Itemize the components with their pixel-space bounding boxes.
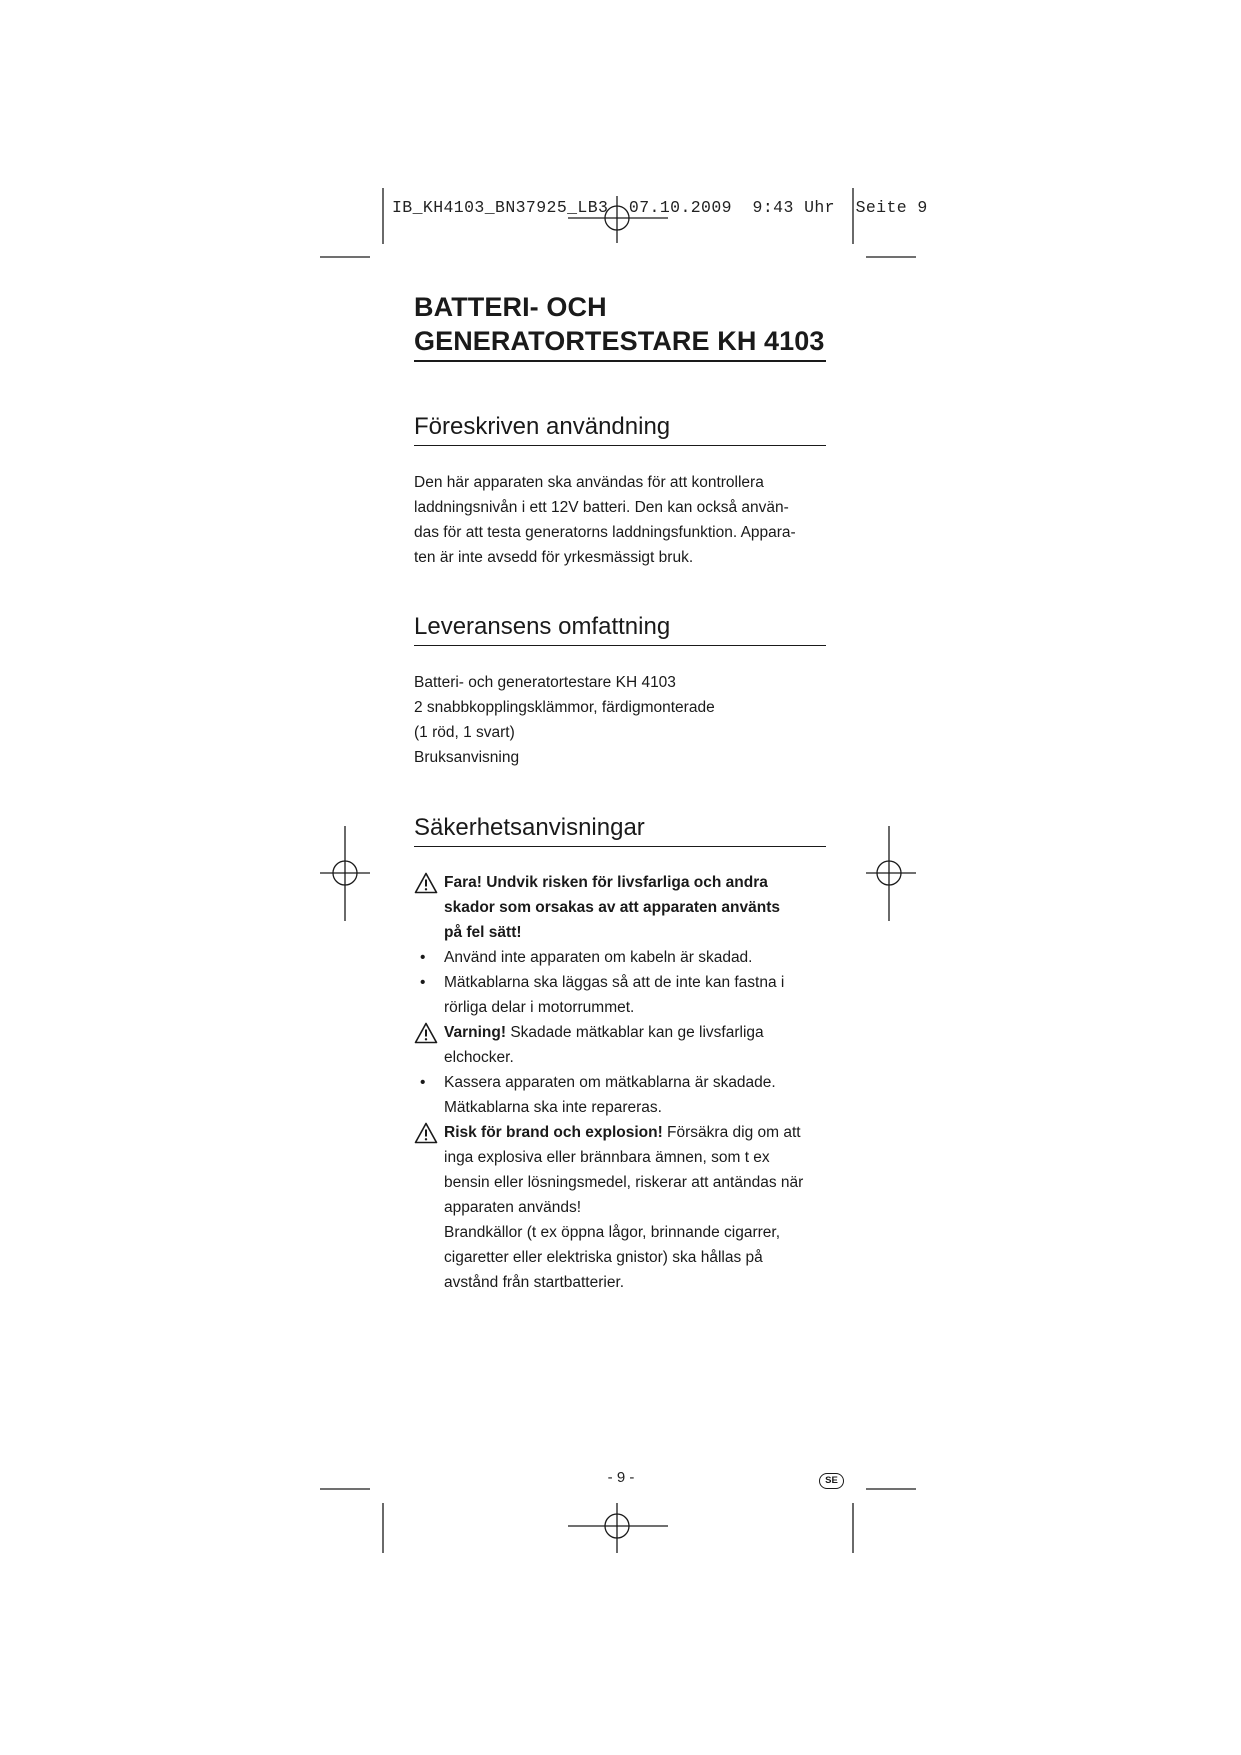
bullet-text-line: Kassera apparaten om mätkablarna är skadade.	[444, 1074, 776, 1091]
paragraph-line: laddningsnivån i ett 12V batteri. Den kan också använ-	[414, 499, 789, 516]
registration-mark-icon	[866, 826, 916, 921]
registration-mark-icon	[568, 1503, 668, 1553]
warning-triangle-icon	[414, 1022, 438, 1044]
print-header: IB_KH4103_BN37925_LB3 07.10.2009 9:43 Uhr Seite 9	[392, 198, 928, 217]
fire-label: Risk för brand och explosion!	[444, 1124, 663, 1141]
warning-text-line	[444, 1020, 826, 1045]
warning-label: Varning!	[444, 1024, 507, 1041]
list-item: Batteri- och generatortestare KH 4103	[414, 674, 676, 691]
danger-text-line: Fara! Undvik risken för livsfarliga och andra	[444, 874, 768, 891]
safety-warning-item	[414, 1020, 826, 1070]
section-heading-intended-use: Föreskriven användning	[414, 412, 826, 446]
fire-text-line: avstånd från startbatterier.	[444, 1274, 625, 1291]
section-heading-scope-of-delivery: Leveransens omfattning	[414, 612, 826, 646]
danger-text-line: skador som orsakas av att apparaten använts	[444, 899, 780, 916]
bullet-text-line: Mätkablarna ska läggas så att de inte kan fastna i	[444, 974, 785, 991]
paragraph-line: das för att testa generatorns laddningsfunktion. Appara-	[414, 524, 796, 541]
list-item: 2 snabbkopplingsklämmor, färdigmonterade	[414, 699, 715, 716]
page-content	[414, 290, 826, 1295]
safety-instructions	[414, 870, 826, 1295]
fire-text-line	[444, 1120, 826, 1145]
safety-bullet-item	[414, 970, 826, 1020]
safety-fire-item	[414, 1120, 826, 1295]
warning-triangle-icon	[414, 1122, 438, 1144]
danger-text-line: på fel sätt!	[444, 924, 522, 941]
bullet-text-line: Använd inte apparaten om kabeln är skadad.	[444, 949, 753, 966]
language-badge: SE	[819, 1473, 844, 1489]
fire-text-line: inga explosiva eller brännbara ämnen, som t ex	[444, 1149, 770, 1166]
page-title	[414, 290, 826, 362]
intended-use-paragraph	[414, 470, 826, 570]
bullet-text-line: Mätkablarna ska inte repareras.	[444, 1099, 662, 1116]
safety-bullet-item	[414, 1070, 826, 1120]
warning-triangle-icon	[414, 872, 438, 894]
paragraph-line: ten är inte avsedd för yrkesmässigt bruk.	[414, 549, 694, 566]
safety-danger-item	[414, 870, 826, 945]
fire-text-line: apparaten används!	[444, 1199, 582, 1216]
warning-text-line: elchocker.	[444, 1049, 514, 1066]
fire-text-line: Brandkällor (t ex öppna lågor, brinnande cigarrer,	[444, 1224, 781, 1241]
fire-text: Försäkra dig om att	[662, 1124, 801, 1141]
bullet-icon: •	[420, 1074, 426, 1091]
bullet-icon: •	[420, 949, 426, 966]
page-title-line-1: BATTERI- OCH	[414, 292, 607, 322]
fire-text-line: bensin eller lösningsmedel, riskerar att antändas när	[444, 1174, 804, 1191]
paragraph-line: Den här apparaten ska användas för att kontrollera	[414, 474, 764, 491]
warning-text: Skadade mätkablar kan ge livsfarliga	[506, 1024, 764, 1041]
bullet-icon: •	[420, 974, 426, 991]
registration-mark-icon	[605, 196, 629, 243]
section-heading-safety: Säkerhetsanvisningar	[414, 813, 826, 847]
registration-mark-icon	[320, 826, 370, 921]
list-item: Bruksanvisning	[414, 749, 520, 766]
safety-bullet-item	[414, 945, 826, 970]
bullet-text-line: rörliga delar i motorrummet.	[444, 999, 635, 1016]
page-title-line-2: GENERATORTESTARE KH 4103	[414, 326, 825, 356]
fire-text-line: cigaretter eller elektriska gnistor) ska hållas på	[444, 1249, 763, 1266]
scope-of-delivery-list	[414, 670, 826, 770]
page-number: - 9 -	[607, 1469, 635, 1486]
list-item: (1 röd, 1 svart)	[414, 724, 515, 741]
